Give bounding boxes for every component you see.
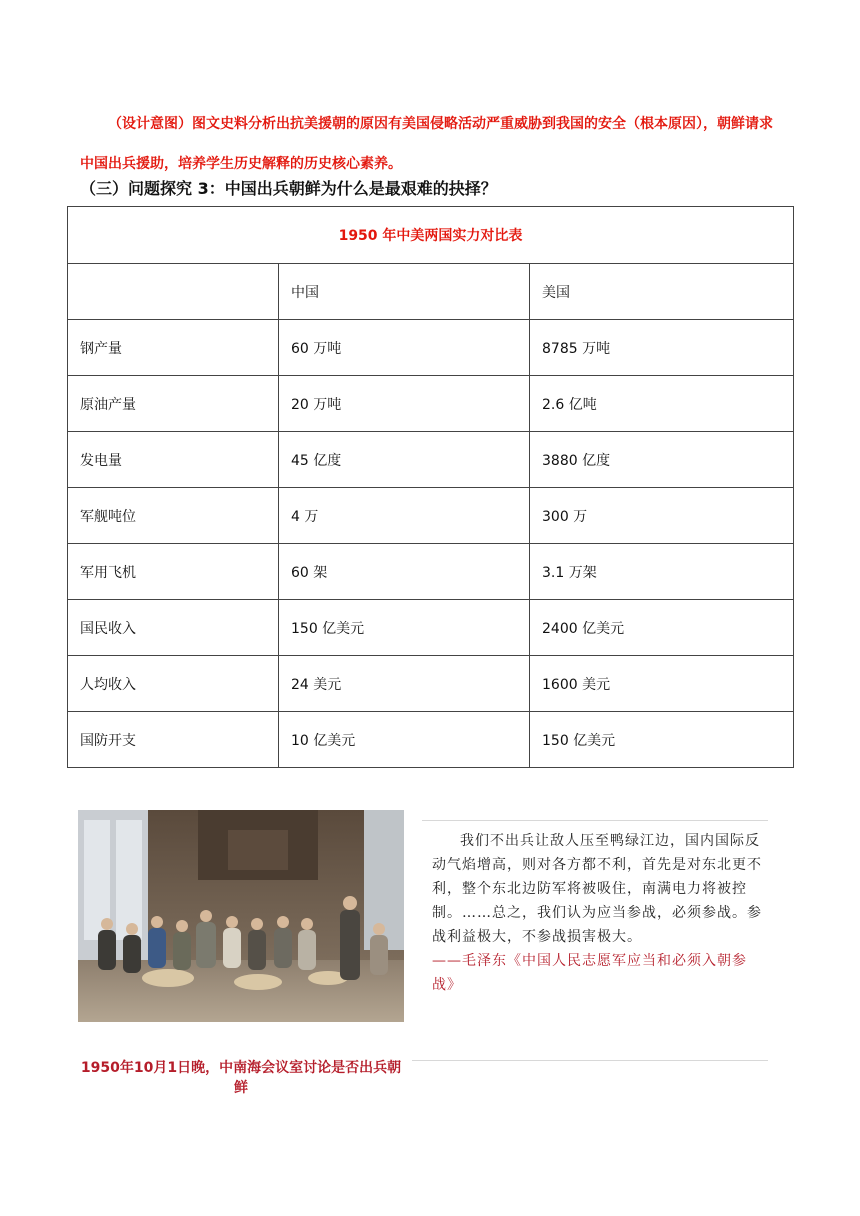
header-cell: [68, 264, 279, 320]
row-label-cell: 原油产量: [68, 376, 279, 432]
row-label-cell: 国防开支: [68, 712, 279, 768]
header-cell: 中国: [279, 264, 530, 320]
table-row: [68, 600, 794, 656]
value-cell: 150 亿美元: [530, 712, 794, 768]
table-row: [68, 376, 794, 432]
photo-caption: 1950年10月1日晚，中南海会议室讨论是否出兵朝鲜: [80, 1060, 402, 1096]
table-row: [68, 656, 794, 712]
meeting-photo: [78, 810, 404, 1022]
value-cell: 45 亿度: [279, 432, 530, 488]
question-heading: （三）问题探究 3：中国出兵朝鲜为什么是最艰难的抉择？: [80, 179, 497, 198]
table-row: [68, 320, 794, 376]
quote-box: [422, 820, 768, 997]
value-cell: 4 万: [279, 488, 530, 544]
table-row: [68, 432, 794, 488]
row-label-cell: 钢产量: [68, 320, 279, 376]
table-row: [68, 488, 794, 544]
table-title: 1950 年中美两国实力对比表: [68, 207, 794, 264]
quote-text: 我们不出兵让敌人压至鸭绿江边，国内国际反动气焰增高，则对各方都不利，首先是对东北更不利，整个东北边防军将被吸住，南满电力将被控制。……总之，我们认为应当参战，必须参战。参战利益极大，不参战损害极大。: [432, 833, 762, 945]
row-label-cell: 军舰吨位: [68, 488, 279, 544]
row-label-cell: 人均收入: [68, 656, 279, 712]
value-cell: 20 万吨: [279, 376, 530, 432]
value-cell: 10 亿美元: [279, 712, 530, 768]
table-title-row: [68, 207, 794, 264]
quote-divider: [412, 1060, 768, 1061]
design-intent-paragraph: （设计意图）图文史料分析出抗美援朝的原因有美国侵略活动严重威胁到我国的安全（根本原因），朝鲜请求中国出兵援助，培养学生历史解释的历史核心素养。: [80, 116, 773, 172]
row-label-cell: 军用飞机: [68, 544, 279, 600]
table-header-row: [68, 264, 794, 320]
value-cell: 60 架: [279, 544, 530, 600]
value-cell: 3880 亿度: [530, 432, 794, 488]
table-row: [68, 544, 794, 600]
table-row: [68, 712, 794, 768]
value-cell: 2400 亿美元: [530, 600, 794, 656]
row-label-cell: 发电量: [68, 432, 279, 488]
value-cell: 3.1 万架: [530, 544, 794, 600]
value-cell: 8785 万吨: [530, 320, 794, 376]
quote-source: ——毛泽东《中国人民志愿军应当和必须入朝参战》: [432, 953, 747, 993]
value-cell: 24 美元: [279, 656, 530, 712]
value-cell: 1600 美元: [530, 656, 794, 712]
value-cell: 150 亿美元: [279, 600, 530, 656]
row-label-cell: 国民收入: [68, 600, 279, 656]
value-cell: 300 万: [530, 488, 794, 544]
comparison-table: [67, 206, 794, 768]
value-cell: 60 万吨: [279, 320, 530, 376]
header-cell: 美国: [530, 264, 794, 320]
value-cell: 2.6 亿吨: [530, 376, 794, 432]
